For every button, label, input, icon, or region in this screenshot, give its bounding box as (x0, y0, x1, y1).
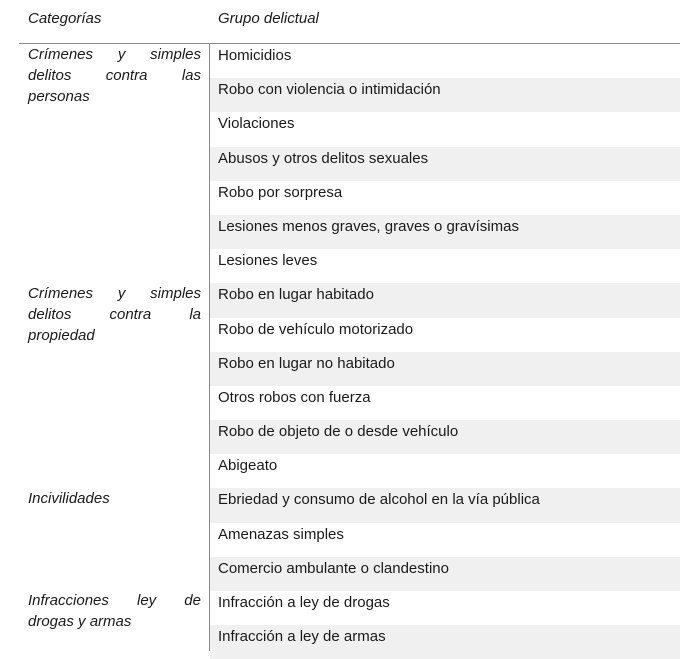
table-row: Robo en lugar no habitado (210, 352, 680, 386)
header-categories: Categorías (28, 10, 102, 27)
table-row: Robo con violencia o intimidación (210, 78, 680, 112)
table-row: Robo de vehículo motorizado (218, 320, 414, 338)
table-row: Abigeato (218, 457, 278, 475)
table-row: Ebriedad y consumo de alcohol en la vía pública (210, 488, 680, 522)
table-row: Violaciones (218, 115, 295, 133)
table-row: Robo por sorpresa (218, 183, 343, 201)
table-row: Homicidios (218, 47, 292, 64)
table-row: Lesiones leves (218, 252, 318, 270)
table-row: Abusos y otros delitos sexuales (210, 147, 680, 181)
table-row: Robo en lugar habitado (210, 283, 680, 317)
table-row: Lesiones menos graves, graves o gravísimas (210, 215, 680, 249)
table-row: Comercio ambulante o clandestino (210, 557, 680, 591)
table-row: Infracción a ley de armas (210, 625, 680, 659)
table-row: Infracción a ley de drogas (218, 594, 390, 611)
table-row: Amenazas simples (218, 525, 344, 543)
category-label: Crímenes y simples delitos contra la propiedad (28, 285, 201, 344)
header-crime-group: Grupo delictual (218, 10, 319, 27)
table-header (0, 0, 700, 40)
category-label: Infracciones ley de drogas y armas (28, 592, 201, 630)
category-label: Crímenes y simples delitos contra las personas (28, 46, 201, 105)
table-row: Otros robos con fuerza (218, 388, 371, 406)
group-rows (210, 44, 680, 659)
table-row: Robo de objeto de o desde vehículo (210, 420, 680, 454)
category-label: Incivilidades (28, 490, 110, 507)
